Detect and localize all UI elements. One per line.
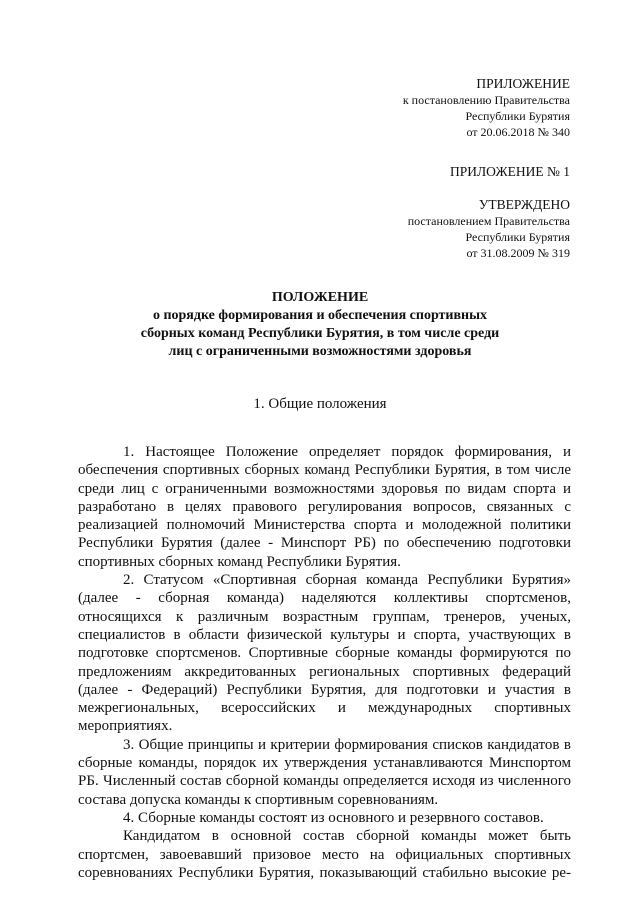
paragraph-4: 4. Сборные команды состоят из основного и резервного составов.	[123, 809, 544, 826]
section-heading: 1. Общие положения	[253, 396, 387, 412]
paragraph-1: 1. Настоящее Положение определяет порядок формирования, и обеспечения спортивных сборных команд Республики Бурятия, в том числе среди лиц с ограниченными возможностями здоровья по видам спорта и разработано в целях правового регулирования вопросов, связанных с реализацией полномочий Министерства спорта и молодежной политики Республики Бурятия (далее - Минспорт РБ) по обеспечению подготовки спортивных сборных команд Республики Бурятия.	[78, 444, 571, 570]
title-line-4: лиц с ограниченными возможностями здоровья	[168, 344, 472, 359]
paragraph-3: 3. Общие принципы и критерии формирования списков кандидатов в сборные команды, порядок их утверждения устанавливаются Минспортом РБ. Численный состав сборной команды определяется исходя из численного состава допуска команды к спортивным соревнованиям.	[78, 736, 571, 808]
title-line-2: о порядке формирования и обеспечения спортивных	[152, 308, 488, 323]
approved-header	[408, 196, 570, 261]
paragraph-5: Кандидатом в основной состав сборной команды может быть спортсмен, завоевавший призовое место на официальных спортивных соревнованиях Республики Бурятия, показывающий стабильно высокие ре-	[78, 828, 571, 881]
appendix-1-label: ПРИЛОЖЕНИЕ № 1	[449, 164, 570, 179]
appendix-line-resolution: к постановлению Правительства	[402, 93, 570, 107]
appendix-line-date: от 20.06.2018 № 340	[466, 125, 570, 139]
title-line-3: сборных команд Республики Бурятия, в том числе среди	[140, 326, 500, 341]
approved-line-resolution: постановлением Правительства	[407, 214, 570, 228]
title-line-1: ПОЛОЖЕНИЕ	[271, 290, 369, 305]
appendix-header	[403, 75, 570, 140]
approved-label: УТВЕРЖДЕНО	[478, 197, 570, 212]
approved-line-republic: Республики Бурятия	[465, 230, 570, 244]
approved-line-date: от 31.08.2009 № 319	[466, 246, 570, 260]
document-title	[0, 289, 640, 361]
document-body	[78, 443, 571, 882]
paragraph-2: 2. Статусом «Спортивная сборная команда Республики Бурятия» (далее - сборная команда) наделяются коллективы спортсменов, относящихся к различным возрастным группам, тренеров, ученых, специалистов в области физической культуры и спорта, участвующих в подготовке спортсменов. Спортивные сборные команды формируются по предложениям аккредитованных региональных спортивных федераций (далее - Федераций) Республики Бурятия, для подготовки и участия в межрегиональных, всероссийских и международных спортивных мероприятиях.	[78, 572, 571, 735]
appendix-line-republic: Республики Бурятия	[465, 109, 570, 123]
appendix-1-header	[450, 163, 570, 180]
appendix-label: ПРИЛОЖЕНИЕ	[476, 76, 570, 91]
